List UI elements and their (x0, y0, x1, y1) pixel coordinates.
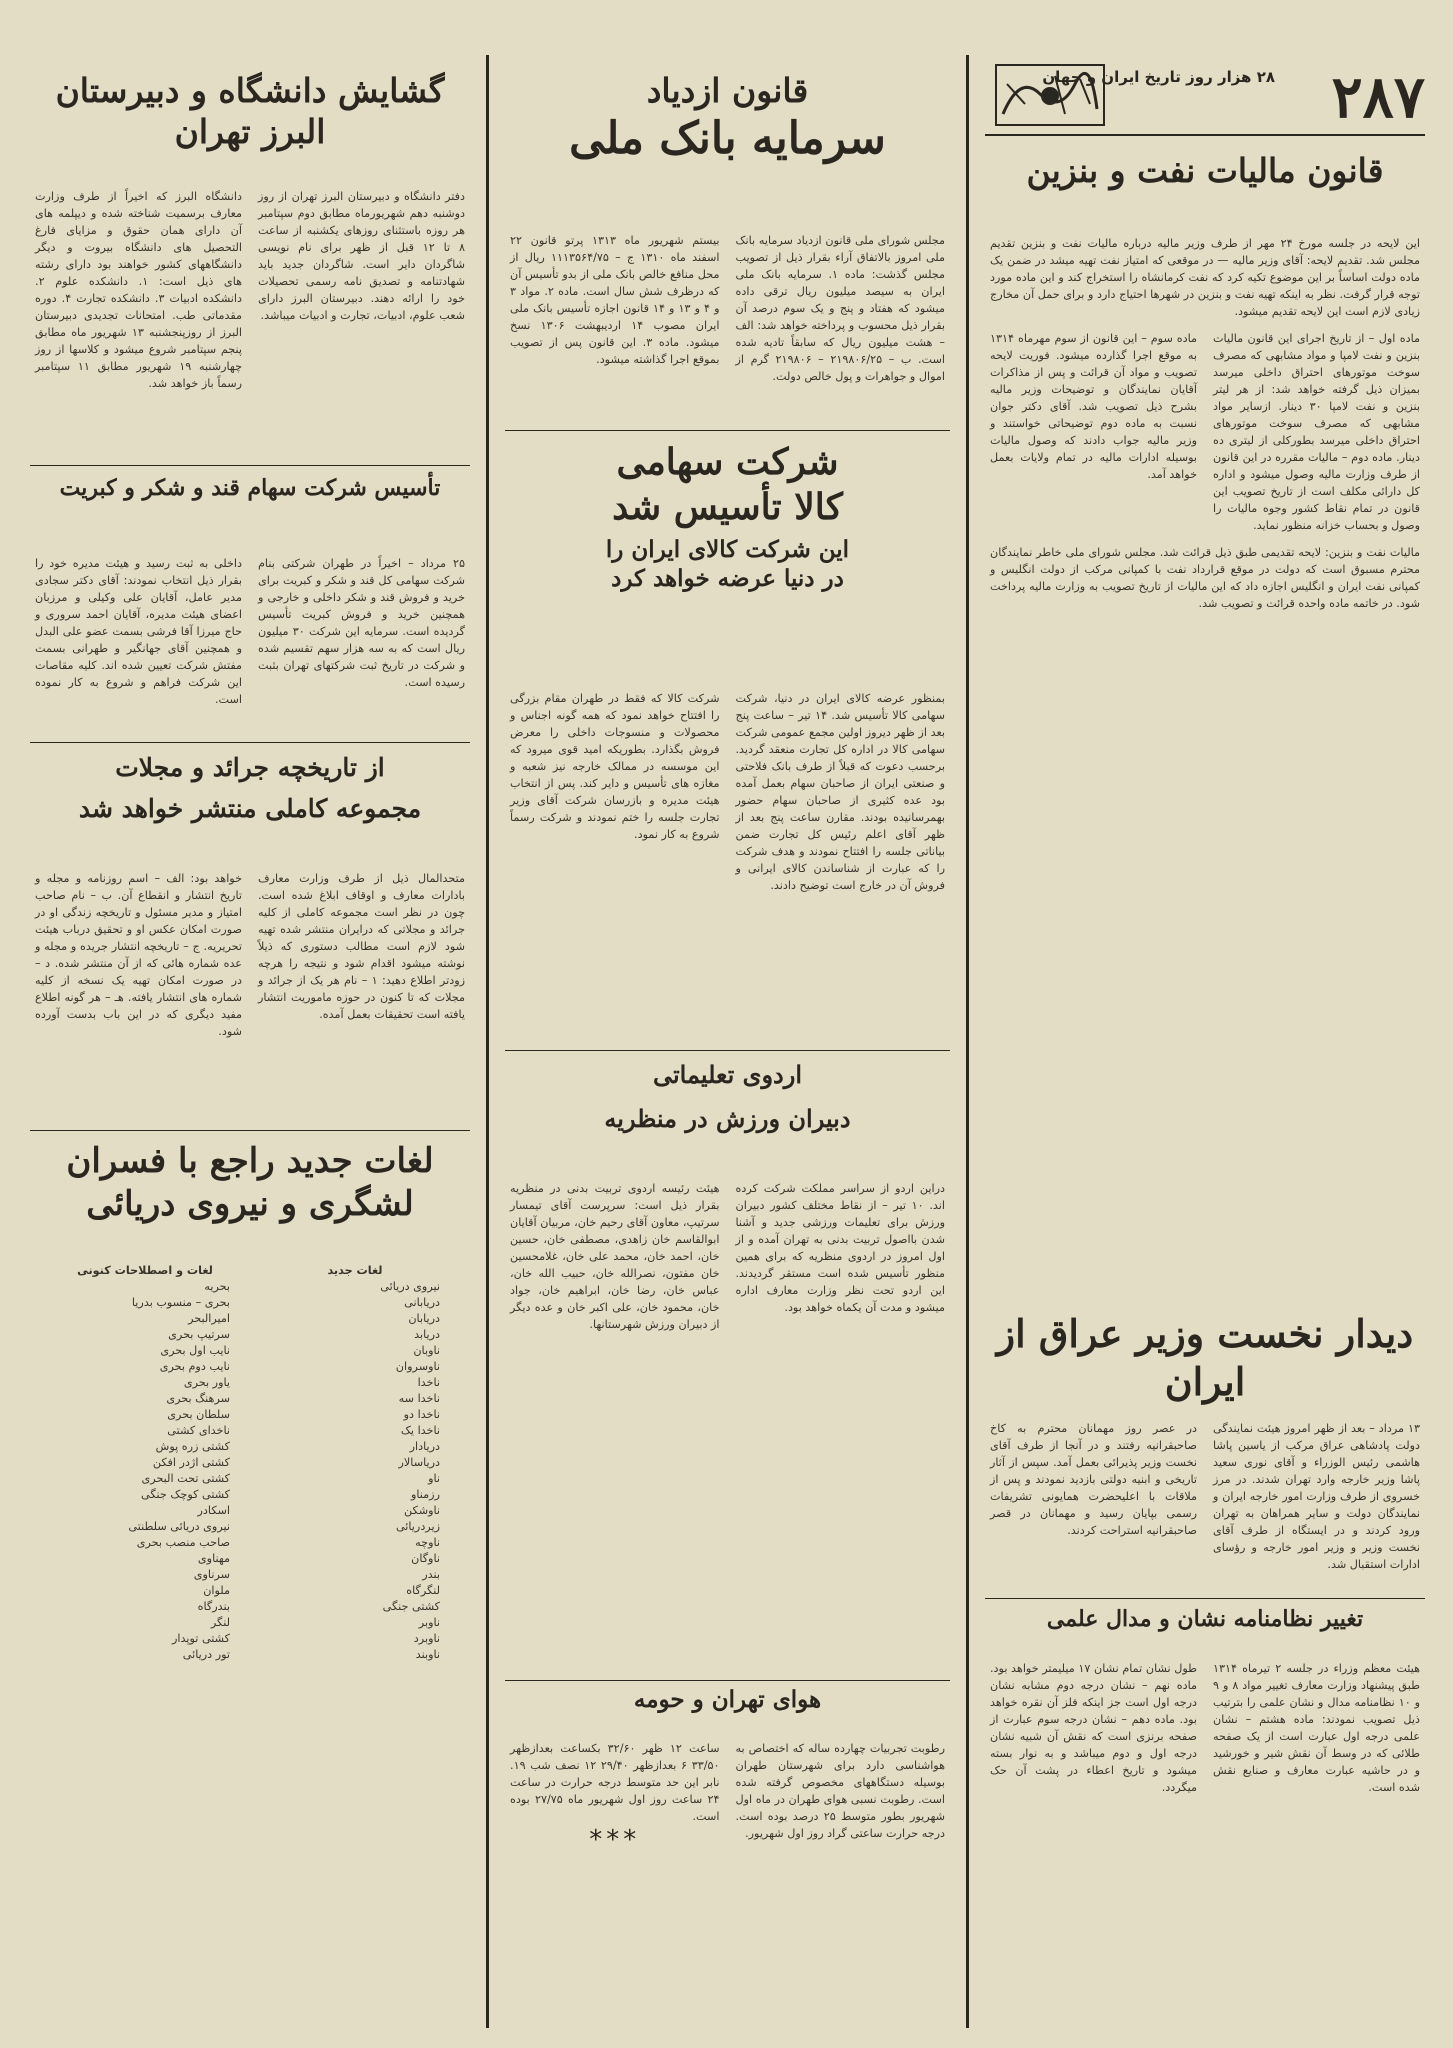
headline-weather: هوای تهران و حومه (633, 1686, 822, 1713)
vocab-term: دریادار (409, 1440, 440, 1453)
masthead (985, 62, 1425, 132)
section-rule (505, 1050, 950, 1051)
vocab-term: صاحب منصب بحری (136, 1536, 230, 1549)
press-paragraph: متحدالمال ذیل از طرف وزارت معارف بادارات معارف و اوقاف ابلاغ شده است. چون در نظر است مجموعه کاملی از کلیه جرائد و مجلاتی که درایران منتشر شده تهیه شود لازم است مطالب دستوری که ذیلاً نوشته میشود اقدام شود و نتیجه را هرچه زودتر اطلاع دهید: ۱ – نام هر یک از جرائد و مجلات که تا کنون در حوزه ماموریت انتشار یافته است تحقیقات بعمل آمده. (258, 872, 465, 1021)
headline-tax: قانون مالیات نفت و بنزین (1026, 151, 1384, 190)
vocab-term: رزمناو (411, 1488, 440, 1501)
headline-iraq: دیدار نخست وزیر عراق از ایران (996, 1311, 1414, 1404)
kala-paragraph: بمنظور عرضه کالای ایران در دنیا، شرکت سهامی کالا تأسیس شد. ۱۴ تیر – ساعت پنج بعد از ظهر دیروز اولین مجمع عمومی شرکت سهامی کالا در اداره کل تجارت منعقد گردید. برحسب دعوت که قبلاً از طرف بانک فلاحتی و صنعتی ایران از صاحبان سهام بعمل آمده بود عده کثیری از صاحبان سهام حضور بهمرسانیده بودند. مقارن ساعت پنج بعد از ظهر آقای اعلم رئیس کل تجارت ضمن بیاناتی جلسه را افتتاح نمودند و هدف شرکت را که عبارت از شناساندن کالای ایرانی و فروش آن در خارج است توضیح دادند. (735, 692, 946, 892)
article-press-body (35, 870, 465, 1040)
vocab-term: دریابد (414, 1328, 440, 1341)
vocab-term: بندر (422, 1568, 440, 1581)
vocab-term: ناوبان (413, 1344, 440, 1357)
vocab-term: کشتی جنگی (382, 1600, 440, 1613)
vocab-header-new: لغات جدید (327, 1264, 383, 1277)
article-sugar (30, 475, 470, 503)
vocab-term: تور دریائی (182, 1648, 230, 1661)
vocab-term: ناخدا یک (400, 1424, 440, 1437)
headline-vocab-1: لغات جدید راجع با فسران (66, 1141, 434, 1181)
article-sugar-body (35, 555, 465, 708)
vocab-term: یاور بحری (183, 1376, 230, 1389)
vocab-term: ناوبند (415, 1648, 440, 1661)
vocab-table (60, 1262, 440, 1663)
vocab-term: کشتی توپدار (172, 1632, 230, 1645)
kala-paragraph: شرکت کالا که فقط در طهران مقام بزرگی را افتتاح خواهد نمود که همه گونه اجناس و محصولات و منسوجات داخلی را معرض فروش بگذارد. بطوریکه امید قوی میرود که این موسسه در ممالک خارجه نیز شعبه و مغازه های تأسیس و دایر کند. پس از انتخاب هیئت مدیره و بازرسان شرکت آقای وزیر تجارت جلسه را ختم نمودند و شرکت رسماً شروع به کار نمود. (510, 692, 720, 841)
masthead-subtitle: ۲۸ هزار روز تاریخ ایران و جهان (1042, 68, 1275, 86)
vocab-term: ناوگان (411, 1552, 440, 1565)
article-kala (505, 440, 950, 594)
vocab-term: امیرالبحر (188, 1312, 230, 1325)
vocab-term: ناوبرد (413, 1632, 440, 1645)
bank-paragraph: بیستم شهریور ماه ۱۳۱۳ پرتو قانون ۲۲ اسفند ماه ۱۳۱۰ ج – ۱۱۱۳۵۶۴/۷۵ ریال از محل منافع خالص بانک ملی از بدو تأسیس آن که درظرف شش سال است. ماده ۲. مواد ۳ و ۴ و ۱۳ و ۱۴ قانون اجازه تأسیس بانک ملی ایران مصوب ۱۴ اردیبهشت ۱۳۰۶ نسخ میشود. ماده ۳. این قانون پس از تصویب بموقع اجرا گذاشته میشود. (510, 234, 720, 366)
vocab-term: ناخدای کشتی (167, 1424, 230, 1437)
article-tax (985, 150, 1425, 191)
article-urdu-body (510, 1180, 945, 1333)
sugar-paragraph: داخلی به ثبت رسید و هیئت مدیره خود را بقرار ذیل انتخاب نمودند: آقای دکتر سجادی مدیر عامل، آقایان علی وکیلی و مرزبان اعضای هیئت مدیره، آقایان احمد سروری و حاج میرزا آقا فرشی بسمت عضو علی البدل و همچنین آقای جهانگیر و طهرانی بسمت مفتش شرکت تعیین شده اند. کلیه مقاصات این شرکت فراهم و شروع به کار نموده است. (35, 557, 242, 706)
vocab-term: سرناوی (193, 1568, 230, 1581)
article-iraq-body (990, 1420, 1420, 1573)
urdu-paragraph: دراین اردو از سراسر مملکت شرکت کرده اند. ۱۰ تیر – از نقاط مختلف کشور دبیران ورزش برای تعلیمات ورزشی جدید و آشنا شدن بااصول تربیت بدنی به تهران آمده و از اول امروز در اردوی منظریه که برای همین منظور تأسیس شده است مستقر گردیدند. این اردو تحت نظر وزارت معارف اداره میشود و مدت آن یکماه خواهد بود. (735, 1182, 945, 1314)
press-paragraph: خواهد بود: الف – اسم روزنامه و مجله و تاریخ انتشار و انقطاع آن. ب – نام صاحب امتیاز و مدیر مسئول و تاریخچه زندگی او در صورت امکان عکس او و تحقیق درباب هیئت تحریریه. ج – تاریخچه انتشار جریده و مجله و عده شماره هائی که از آن منتشر شده. د – در صورت امکان تهیه یک نسخه از کلیه شماره های انتشار یافته. هـ – هر گونه اطلاع مفید دیگری که در این باب بدست آورده شود. (35, 872, 242, 1038)
vocab-term: ناوشکن (404, 1504, 440, 1517)
headline-urdu: اردوی تعلیماتی (653, 1060, 802, 1089)
article-weather-body (510, 1740, 945, 1855)
section-rule (985, 1598, 1425, 1599)
alborz-paragraph: دفتر دانشگاه و دبیرستان البرز تهران از روز دوشنبه دهم شهریورماه مطابق دوم سپتامبر هر روزه باستثنای روزهای یکشنبه از ساعت ۸ تا ۱۲ قبل از ظهر برای نام نویسی شاگردان دایر است. شاگردان جدید باید شهادتنامه و تصدیق نامه رسمی تحصیلات خود را ارائه دهند. دبیرستان البرز دارای شعب علوم، ادبیات، تجارت و ادبیات میباشد. (258, 190, 465, 322)
vocab-term: لنگرگاه (406, 1584, 440, 1597)
vocab-term: ناوبر (418, 1616, 440, 1629)
medal-paragraph: طول نشان تمام نشان ۱۷ میلیمتر خواهد بود. ماده نهم – نشان درجه دوم مشابه نشان درجه اول است جز اینکه فلز آن نقره خواهد بود. ماده دهم – نشان درجه سوم عبارت از صفحه برنزی است که نقش آن شبیه نشان درجه اول و دوم میباشد و به نوار بسته میشود و تاریخ اعطاء در پشت آن حک میگردد. (990, 1662, 1197, 1794)
masthead-rule (985, 134, 1425, 136)
sugar-paragraph: ۲۵ مرداد – اخیراً در طهران شرکتی بنام شرکت سهامی کل قند و شکر و کبریت برای خرید و فروش قند و شکر داخلی و خارجی و همچنین خرید و فروش کبریت تأسیس گردیده است. سرمایه این شرکت ۳۰ میلیون ریال است که به سه هزار سهم تقسیم شده و شرکت در تاریخ ثبت شرکتهای تهران بثبت رسیده است. (258, 557, 465, 689)
vocab-term: ناوچه (415, 1536, 440, 1549)
vocab-term: دریابانی (404, 1296, 440, 1309)
weather-paragraph: ساعت ۱۲ ظهر ۳۲/۶۰ بکساعت بعدازظهر ۳۳/۵۰ ۶ بعدازظهر ۲۹/۴۰ ۱۲ نصف شب ۱۹. نابر این حد متوسط درجه حرارت در ساعت ۲۴ ساعت روز اول شهریور ماه ۲۷/۷۵ بوده است. (510, 1742, 720, 1823)
headline-medal: تغییر نظامنامه نشان و مدال علمی (1046, 1606, 1364, 1632)
section-rule (505, 430, 950, 431)
article-press (30, 752, 470, 825)
article-vocab (30, 1140, 470, 1225)
subhead-kala-1: این شرکت کالای ایران را (605, 536, 850, 563)
article-weather (505, 1686, 950, 1715)
subhead-urdu: دبیران ورزش در منظریه (604, 1104, 851, 1133)
vocab-term: بحری – منسوب بدریا (131, 1296, 230, 1309)
vocab-term: کشتی زره پوش (155, 1440, 230, 1453)
article-tax-body (990, 235, 1420, 612)
headline-kala-2: کالا تأسیس شد (612, 486, 843, 528)
vocab-term: دریابان (408, 1312, 440, 1325)
section-stars: *** (589, 1825, 641, 1855)
vocab-term: ناوسروان (395, 1360, 440, 1373)
vocab-term: زیردریائی (395, 1520, 440, 1533)
column-rule (486, 55, 489, 2028)
vocab-list-old (60, 1279, 230, 1663)
iraq-paragraph: ۱۳ مرداد – بعد از ظهر امروز هیئت نمایندگی دولت پادشاهی عراق مرکب از یاسین پاشا هاشمی رئیس الوزراء و آقای نوری سعید پاشا وزیر خارجه وارد تهران شدند. در مرز خسروی از طرف وزارت امور خارجه ایران و نمایندگان دولت و سایر همراهان به تهران ورود کردند و در ایستگاه از طرف آقای نخست وزیر و وزیر امور خارجه و رؤسای ادارات استقبال شد. (1213, 1422, 1420, 1571)
headline-bank-2: سرمایه بانک ملی (569, 113, 886, 165)
vocab-term: نیروی دریائی سلطنتی (128, 1520, 230, 1533)
urdu-paragraph: هیئت رئیسه اردوی تربیت بدنی در منظریه بقرار ذیل است: سرپرست آقای تیمسار سرتیپ، معاون آقای رحیم خان، مربیان آقایان ابوالقاسم خان زاهدی، مصطفی خان، حسین خان، احمد خان، محمد علی خان، غلامحسین خان مفتون، نصرالله خان، حبیب الله خان، عباس خان، رضا خان، ابراهیم خان، جواد خان، محمود خان، علی اکبر خان و عده دیگر از دبیران ورزش شهرستانها. (510, 1182, 720, 1331)
newspaper-logo (995, 64, 1105, 126)
section-rule (30, 742, 470, 743)
column-rule (966, 55, 969, 2028)
weather-paragraph: رطوبت تجربیات چهارده ساله که اختصاص به هواشناسی دارد برای شهرستان طهران بوسیله دستگاههای مخصوص گرفته شده است. رطوبت نسبی هوای طهران در ماه اول شهریور بطور متوسط ۲۵ درصد بوده است. درجه حرارت ساعتی گراد روز اول شهریور. (735, 1742, 945, 1840)
tax-paragraph: این لایحه در جلسه مورخ ۲۴ مهر از طرف وزیر مالیه درباره مالیات نفت و بنزین تقدیم مجلس شد. تقدیم لایحه: آقای وزیر مالیه — در موقعی که امتیاز نفت تهیه میشد در ضمن یک ماده دولت اساساً بر این موضوع تکیه کرد که نفت کرمانشاه را استخراج کند و این ماده مورد توجه قرار گرفت. نظر به اینکه تهیه نفت و بنزین در شهرها احتیاج دارد و برای حمل آن مخارج زیادی لازم است این لایحه تقدیم میشود. (990, 237, 1420, 318)
section-rule (30, 1130, 470, 1131)
article-medal-body (990, 1660, 1420, 1796)
medal-paragraph: هیئت معظم وزراء در جلسه ۲ تیرماه ۱۳۱۴ طبق پیشنهاد وزارت معارف تغییر مواد ۸ و ۹ و ۱۰ نظامنامه مدال و نشان علمی را بترتیب ذیل تصویب نمودند: ماده هشتم – نشان علمی درجه اول عبارت است از یک صفحه طلائی که در وسط آن نقش شیر و خورشید و در حاشیه عبارت معارف و صنایع نقش شده است. (1213, 1662, 1421, 1794)
vocab-term: نایب دوم بحری (159, 1360, 230, 1373)
article-alborz (30, 70, 470, 153)
section-rule (505, 1680, 950, 1681)
vocab-list-new (270, 1279, 440, 1663)
subhead-kala-2: در دنیا عرضه خواهد کرد (611, 564, 844, 592)
vocab-term: بحریه (204, 1280, 230, 1293)
article-bank (505, 70, 950, 166)
article-kala-body (510, 690, 945, 894)
vocab-term: ناو (428, 1472, 440, 1485)
vocab-term: نایب اول بحری (160, 1344, 230, 1357)
page-number: ۲۸۷ (1331, 63, 1425, 131)
vocab-term: بندرگاه (197, 1600, 230, 1613)
vocab-term: سلطان بحری (167, 1408, 230, 1421)
vocab-term: سرتیپ بحری (168, 1328, 230, 1341)
article-bank-body (510, 232, 945, 385)
headline-sugar: تأسیس شرکت سهام قند و شکر و کبریت (59, 475, 441, 501)
vocab-term: کشتی تحت البحری (141, 1472, 230, 1485)
article-iraq (985, 1310, 1425, 1405)
iraq-paragraph: در عصر روز مهمانان محترم به کاخ صاحبقرانیه رفتند و در آنجا از طرف آقای نخست وزیر پذیرائی بعمل آمد. سپس از آثار تاریخی و ابنیه دولتی بازدید نمودند و پس از ملاقات با اعلیحضرت همایونی تشریفات رسمی بپایان رسید و مهمانان در قصر صاحبقرانیه استراحت کردند. (990, 1422, 1197, 1537)
article-medal (985, 1606, 1425, 1634)
headline-alborz-2: البرز تهران (174, 112, 326, 152)
vocab-term: ناخدا سه (398, 1392, 440, 1405)
vocab-term: کشتی اژدر افکن (152, 1456, 230, 1469)
headline-bank-1: قانون ازدیاد (646, 71, 809, 110)
vocab-term: دریاسالار (398, 1456, 440, 1469)
section-rule (30, 465, 470, 466)
article-urdu (505, 1060, 950, 1134)
vocab-term: اسکادر (197, 1504, 230, 1517)
vocab-term: سرهنگ بحری (166, 1392, 230, 1405)
headline-press-1: از تاریخچه جرائد و مجلات (115, 753, 385, 782)
tax-paragraph: ماده سوم – این قانون از سوم مهرماه ۱۳۱۴ به موقع اجرا گذارده میشود. فوریت لایحه تصویب و مواد آن قرائت و پس از مذاکرات آقایان نمایندگان و توضیحات وزیر مالیه بشرح ذیل تصویب شد. آقای دکتر جوان نسبت به ماده دوم توضیحاتی خواستند و وزیر مالیه جواب دادند که وصول مالیات بوسیله ادارات مالیه در تمام ولایات بعمل خواهد آمد. (990, 332, 1197, 481)
headline-press-2: مجموعه کاملی منتشر خواهد شد (78, 794, 422, 824)
vocab-term: مهناوی (197, 1552, 230, 1565)
article-alborz-body (35, 188, 465, 392)
tax-paragraph: مالیات نفت و بنزین: لایحه تقدیمی طبق ذیل قرائت شد. مجلس شورای ملی خاطر نمایندگان محترم مسبوق است که دولت در موقع قرارداد نفت با کمپانی مرکب از دولت انگلیس و کمپانی نفت ایران و انگلیس اجازه داد که این مالیات از تاریخ تصویب به وزارت مالیه پرداخت شود. در خاتمه ماده واحده قرائت و تصویب شد. (990, 546, 1420, 610)
headline-vocab-2: لشگری و نیروی دریائی (86, 1183, 414, 1224)
vocab-header-old: لغات و اصطلاحات کنونی (77, 1264, 213, 1277)
vocab-term: کشتی کوچک جنگی (141, 1488, 230, 1501)
alborz-paragraph: دانشگاه البرز که اخیراً از طرف وزارت معارف برسمیت شناخته شده و دیپلمه های آن دارای همان حقوق و مزایای فارغ التحصیل های دانشگاه بیروت و دیگر دانشگاههای کشور خواهند بود دارای رشته های ذیل است: ۱. دانشکده علوم ۲. دانشکده ادبیات ۳. دانشکده تجارت ۴. دوره مقدماتی طب. امتحانات تجدیدی دبیرستان البرز از روزپنجشنبه ۱۳ شهریور ماه مطابق پنجم سپتامبر شروع میشود و کلاسها از روز چهارشنبه ۱۹ شهریور مطابق ۱۱ سپتامبر رسماً باز خواهد شد. (35, 190, 243, 390)
tax-paragraph: ماده اول – از تاریخ اجرای این قانون مالیات بنزین و نفت لامپا و مواد مشابهی که مصرف سوخت موتورهای احتراق داخلی میرسد بمیزان ذیل گرفته خواهد شد: از هر لیتر بنزین و نفت لامپا ۳۰ دینار. ازسایر مواد مشابهی که مصرف سوخت موتورهای احتراق داخلی میرسد بطورکلی از لیتری ده دینار. ماده دوم – مالیات مقرره در این قانون از طرف وزارت مالیه وصول میشود و اداره کل دارائی مکلف است از تاریخ تصویب این قانون در تمام نقاط کشور وجوه مالیات را وصول و بحساب خزانه منظور نماید. (1213, 332, 1421, 532)
vocab-term: ناخدا دو (403, 1408, 440, 1421)
bank-paragraph: مجلس شورای ملی قانون ازدیاد سرمایه بانک ملی امروز بالاتفاق آراء بقرار ذیل از تصویب مجلس گذشت: ماده ۱. سرمایه بانک ملی ایران به سیصد میلیون ریال ترقی داده میشود که هفتاد و پنج و یک سوم درصد آن بقرار ذیل محسوب و پرداخته خواهد شد: الف – هشت میلیون ریال که سابقاً تادیه شده است. ب – ۲۱۹۸۰۶/۲۵ – ۲۱۹۸۰۶ گرم از اموال و جواهرات و پول خالص دولت. (735, 234, 945, 383)
headline-kala-1: شرکت سهامی (616, 441, 839, 483)
vocab-term: ملوان (203, 1584, 230, 1597)
vocab-term: ناخدا (417, 1376, 440, 1389)
vocab-term: نیروی دریائی (380, 1280, 440, 1293)
headline-alborz-1: گشایش دانشگاه و دبیرستان (55, 71, 445, 110)
vocab-term: لنگر (210, 1616, 230, 1629)
